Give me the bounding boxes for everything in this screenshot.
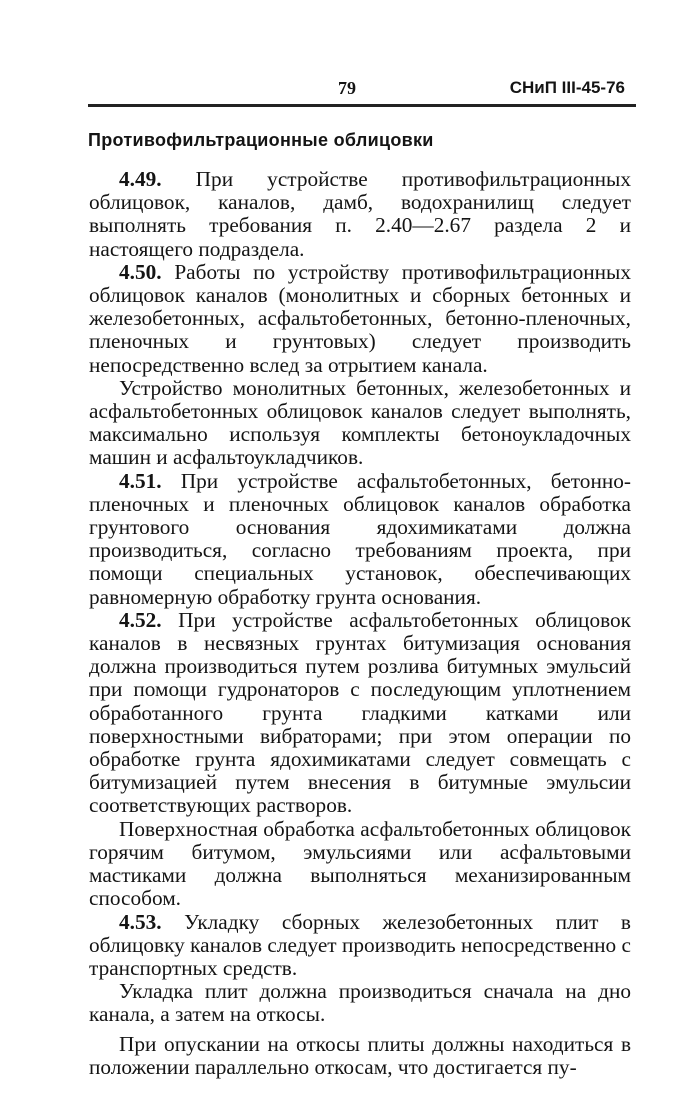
paragraph-text: При устройстве асфальтобетонных, бетонно-пленочных и пленочных облицовок каналов обработка грунтового основания ядохимикатами должна производиться, согласно требованиям проекта, при помощи специальных установок, обеспечивающих равномерную обработку грунта основания. (89, 468, 631, 609)
paragraph-text: Поверхностная обработка асфальтобетонных облицовок горячим битумом, эмульсиями или асфальтовыми мастиками должна выполняться механизированным способом. (89, 816, 631, 911)
clause-number: 4.51. (119, 468, 162, 493)
paragraph-4-50 (89, 261, 631, 377)
paragraph-text: Укладка плит должна производиться сначала на дно канала, а затем на откосы. (89, 979, 631, 1027)
clause-number: 4.49. (119, 167, 162, 191)
paragraph-4-50-cont (89, 377, 631, 470)
paragraph-text: Работы по устройству противофильтрационных облицовок каналов (монолитных и сборных бетонных и железобетонных, асфальтобетонных, бетонно-пленочных, пленочных и грунтовых) следует производить непосредственно вслед за отрытием канала. (89, 259, 631, 377)
clause-number: 4.52. (119, 607, 162, 632)
paragraph-4-51 (89, 470, 631, 609)
page-header (88, 78, 633, 104)
paragraph-4-49 (89, 168, 631, 261)
paragraph-text: При устройстве противофильтрационных облицовок, каналов, дамб, водохранилищ следует выполнять требования п. 2.40—2.67 раздела 2 и настоящего подраздела. (89, 167, 632, 261)
paragraph-text: Устройство монолитных бетонных, железобетонных и асфальтобетонных облицовок каналов следует выполнять, максимально используя комплекты бетоноукладочных машин и асфальтоукладчиков. (89, 375, 631, 470)
paragraph-4-53 (89, 911, 631, 981)
paragraph-4-53-cont-2 (89, 1033, 631, 1079)
body-text (89, 168, 631, 1079)
paragraph-text: При устройстве асфальтобетонных облицовок каналов в несвязных грунтах битумизация основания должна производиться путем розлива битумных эмульсий при помощи гудронаторов с последующим уплотнением обработанного грунта гладкими катками или поверхностными вибраторами; при этом операции по обработке грунта ядохимикатами следует совмещать с битумизацией путем внесения в битумные эмульсии соответствующих растворов. (89, 607, 631, 818)
section-title: Противофильтрационные облицовки (88, 130, 434, 150)
clause-number: 4.53. (119, 909, 162, 934)
paragraph-4-52-cont (89, 818, 631, 911)
paragraph-4-52 (89, 609, 631, 818)
header-rule (88, 104, 636, 107)
paragraph-text: Укладку сборных железобетонных плит в облицовку каналов следует производить непосредственно с транспортных средств. (89, 909, 631, 980)
paragraph-4-53-cont (89, 980, 631, 1026)
document-code: СНиП III-45-76 (509, 78, 625, 97)
paragraph-text: При опускании на откосы плиты должны находиться в положении параллельно откосам, что достигается пу- (89, 1031, 631, 1079)
page-number: 79 (338, 78, 356, 98)
clause-number: 4.50. (119, 259, 162, 284)
